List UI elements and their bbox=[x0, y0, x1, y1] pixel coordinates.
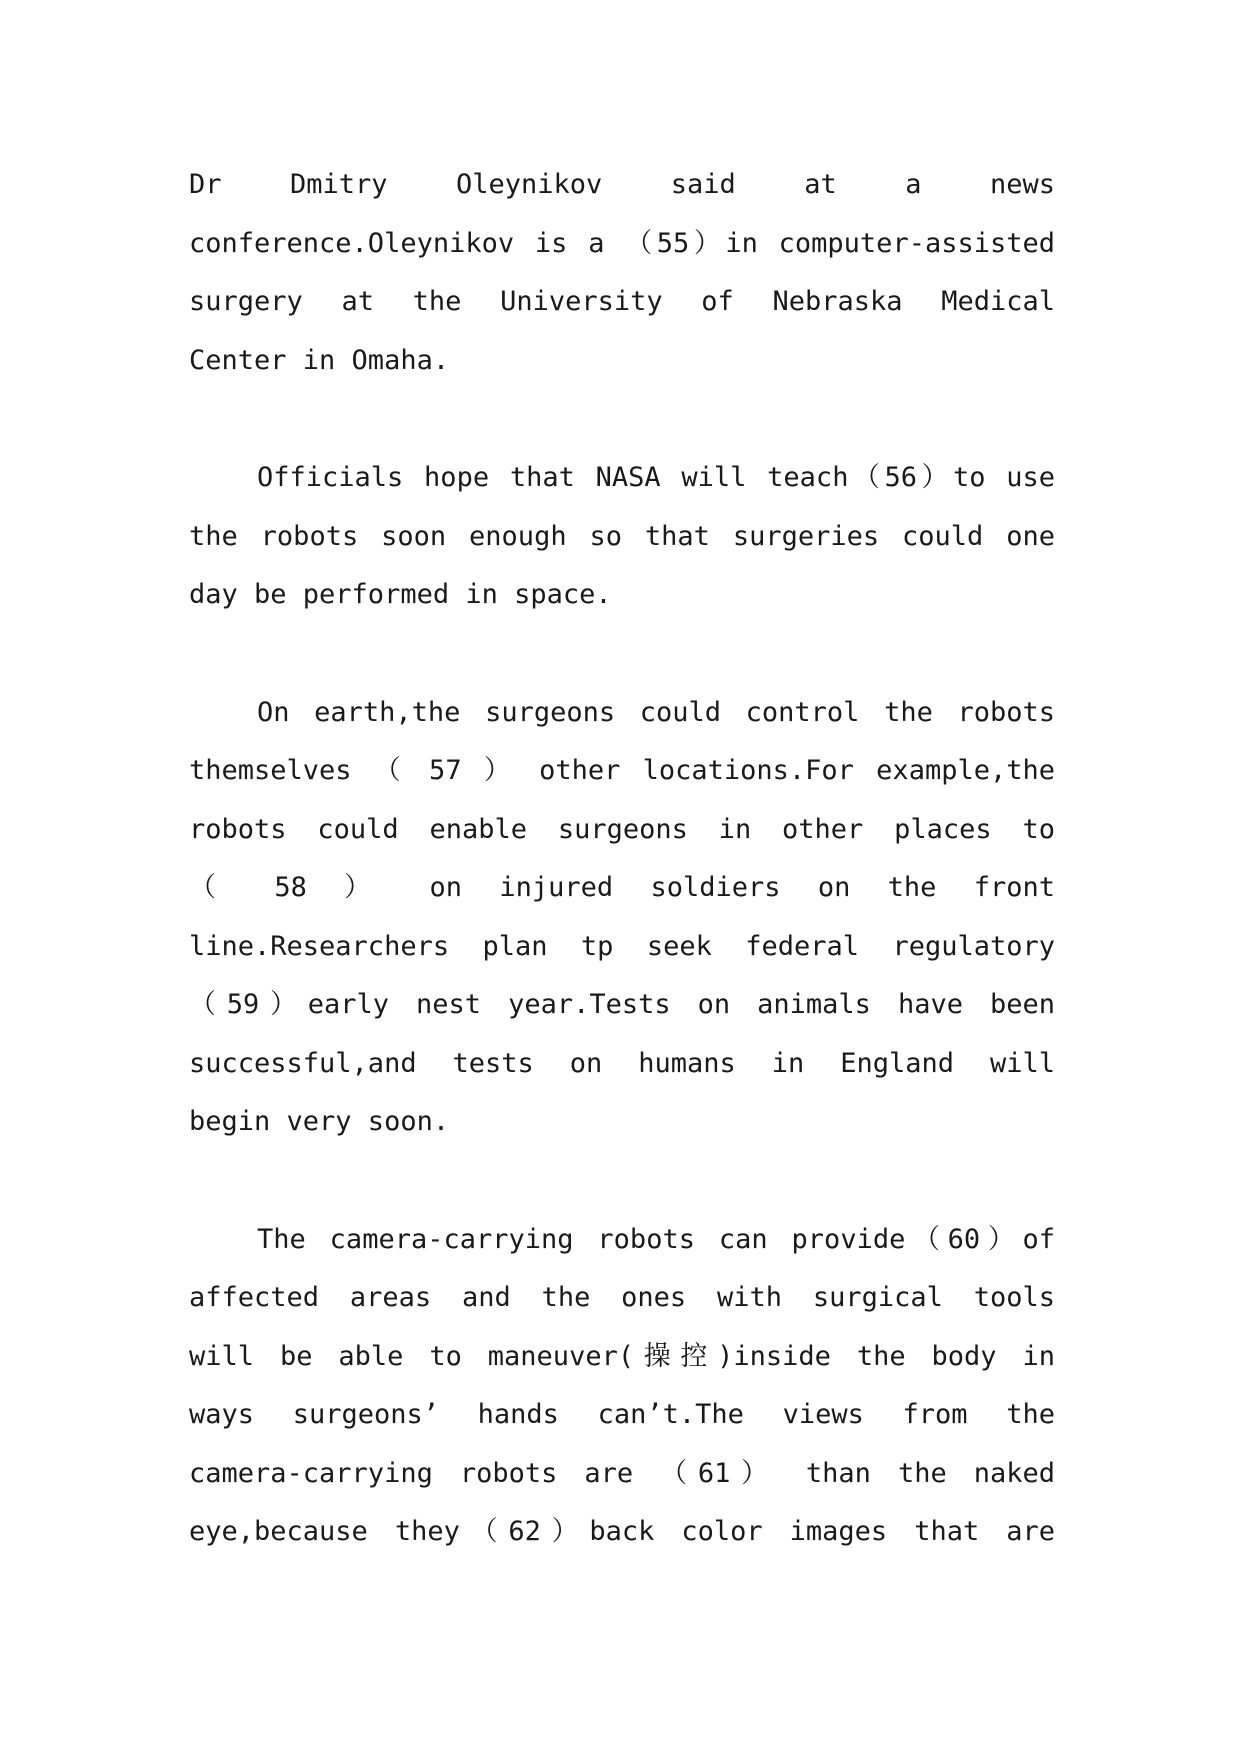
text-line: robots could enable surgeons in other places to bbox=[189, 813, 1055, 845]
text-line: Officials hope that NASA will teach（56）to use bbox=[257, 462, 1055, 493]
paragraph-2 bbox=[189, 449, 1055, 625]
text-line: the robots soon enough so that surgeries could one bbox=[189, 520, 1055, 552]
text-line: will be able to maneuver(操控)inside the body in bbox=[189, 1340, 1055, 1372]
text-line: affected areas and the ones with surgical tools bbox=[189, 1282, 1055, 1313]
text-line: line.Researchers plan tp seek federal regulatory bbox=[189, 930, 1055, 962]
text-line: conference.Oleynikov is a （55）in computer-assisted bbox=[189, 227, 1055, 259]
paragraph-3 bbox=[189, 684, 1055, 1152]
text-line: （ 58 ） on injured soldiers on the front bbox=[189, 872, 1055, 903]
text-line: （59）early nest year.Tests on animals have been bbox=[189, 989, 1055, 1020]
text-line: day be performed in space. bbox=[189, 579, 612, 610]
text-line: The camera-carrying robots can provide（60）of bbox=[257, 1223, 1055, 1255]
paragraph-gap bbox=[189, 625, 1055, 684]
text-line: ways surgeons’ hands can’t.The views from the bbox=[189, 1399, 1055, 1430]
text-line: eye,because they（62）back color images that are bbox=[189, 1516, 1055, 1547]
text-line: On earth,the surgeons could control the robots bbox=[257, 696, 1055, 728]
paragraph-gap bbox=[189, 1152, 1055, 1211]
text-line: Center in Omaha. bbox=[189, 344, 450, 376]
text-line: surgery at the University of Nebraska Medical bbox=[189, 286, 1055, 317]
paragraph-4 bbox=[189, 1211, 1055, 1562]
document-page bbox=[189, 156, 1055, 1562]
paragraph-gap bbox=[189, 390, 1055, 449]
text-line: themselves （ 57 ） other locations.For example,the bbox=[189, 755, 1055, 786]
text-line: Dr Dmitry Oleynikov said at a news bbox=[189, 169, 1055, 200]
paragraph-1 bbox=[189, 156, 1055, 390]
text-line: camera-carrying robots are （61） than the naked bbox=[189, 1457, 1055, 1489]
text-line: begin very soon. bbox=[189, 1106, 450, 1137]
text-line: successful,and tests on humans in England will bbox=[189, 1047, 1055, 1079]
